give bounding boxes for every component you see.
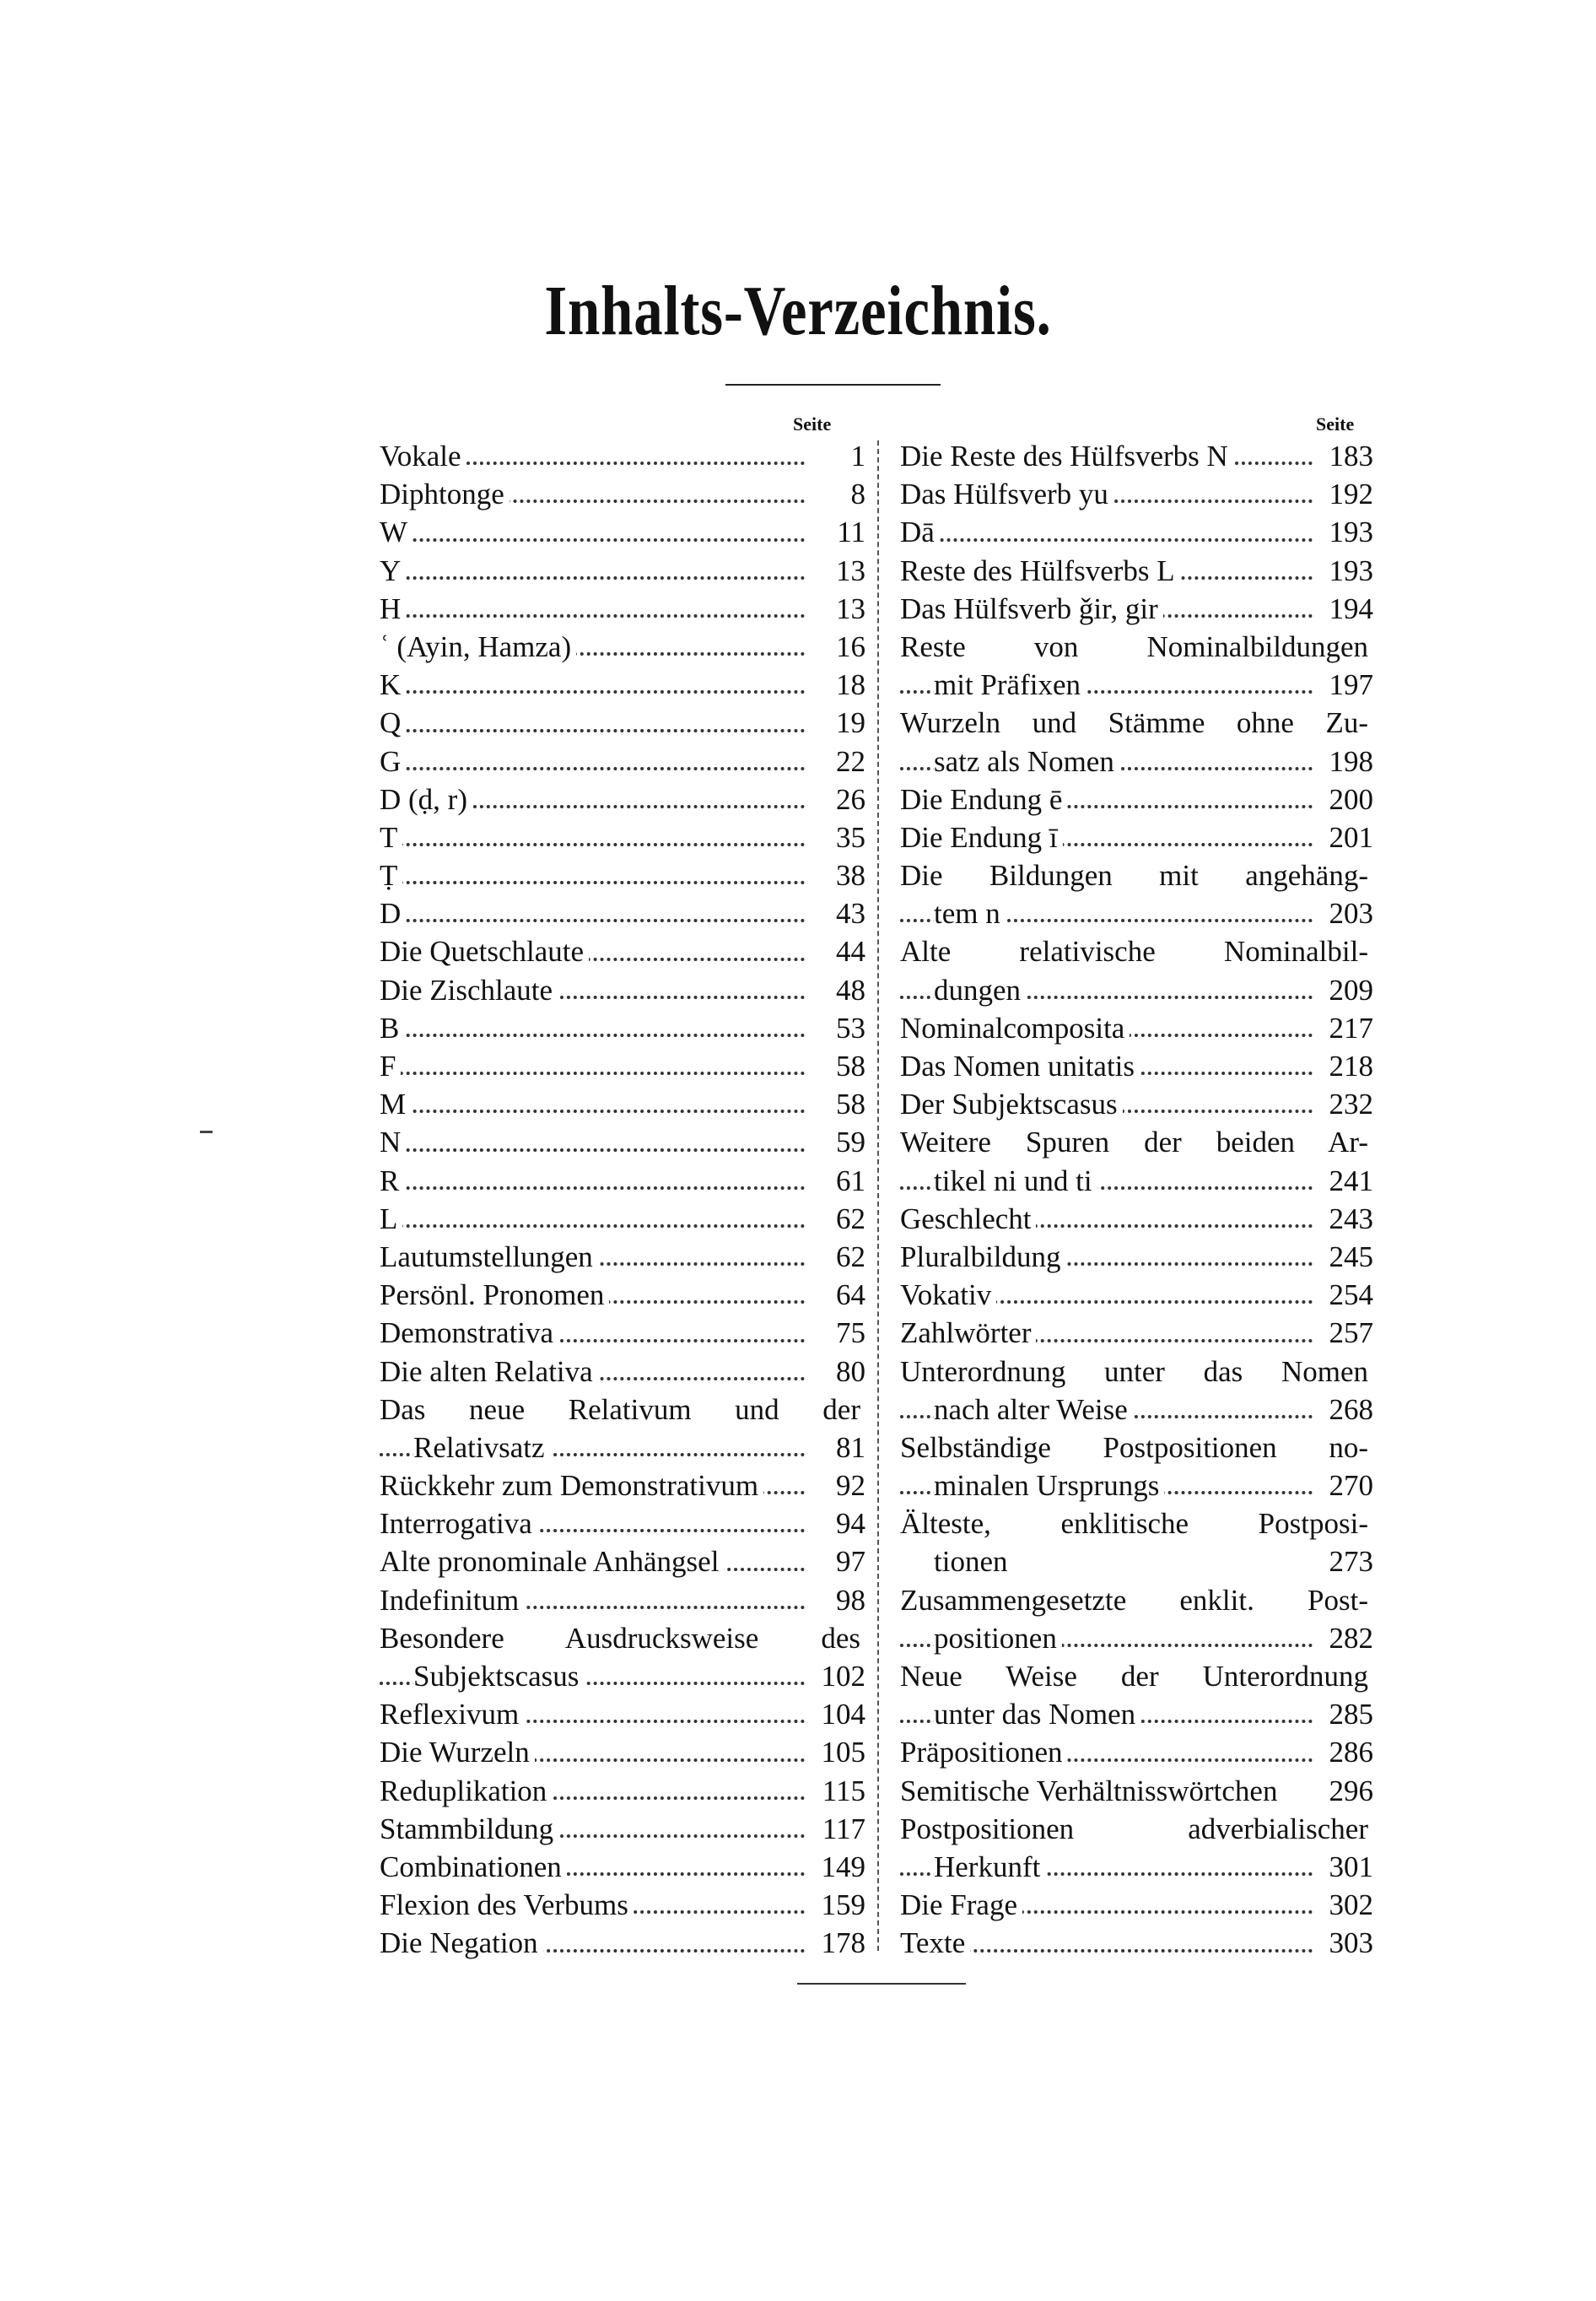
toc-entry-page: 16: [831, 628, 865, 666]
toc-entry: [380, 1162, 865, 1200]
toc-entry-title: satz als Nomen: [934, 743, 1119, 781]
toc-entry: [380, 704, 865, 742]
toc-entry-page: 117: [817, 1810, 865, 1848]
toc-entry: [380, 1581, 865, 1619]
toc-entry: [900, 1886, 1373, 1924]
toc-entry-page: 98: [831, 1581, 865, 1619]
dot-leader: [380, 843, 805, 846]
toc-entry: [900, 513, 1373, 551]
toc-entry-page: 232: [1324, 1085, 1374, 1123]
toc-entry-title: Reflexivum: [380, 1695, 524, 1733]
toc-entry-page: 18: [831, 666, 865, 704]
toc-entry: [900, 437, 1373, 475]
toc-entry: [380, 1542, 865, 1580]
toc-entry-title: Relativsatz: [413, 1429, 550, 1466]
toc-entry-page: 35: [831, 818, 865, 856]
toc-entry: [900, 1200, 1373, 1238]
toc-entry-page: 301: [1324, 1848, 1374, 1886]
toc-entry-title: T: [380, 818, 402, 856]
dot-leader: [380, 538, 805, 542]
toc-entry-title: D (ḍ, r): [380, 781, 472, 818]
toc-entry: [900, 1848, 1373, 1886]
toc-entry: [900, 1047, 1373, 1085]
toc-entry-title: Indefinitum: [380, 1581, 524, 1619]
toc-entry: [380, 1353, 865, 1391]
toc-entry: [900, 1733, 1373, 1771]
toc-entry-title: Pluralbildung: [900, 1238, 1066, 1276]
toc-entry-title: Geschlecht: [900, 1200, 1036, 1238]
toc-entry: [380, 1657, 865, 1695]
title-rule: [725, 384, 941, 386]
toc-entry-page: 296: [1324, 1772, 1374, 1810]
toc-entry: [900, 1504, 1373, 1542]
toc-entry: [380, 1733, 865, 1771]
toc-entry-page: 286: [1324, 1733, 1374, 1771]
column-divider: [877, 440, 879, 1951]
toc-entry-title: Neue Weise der Unterordnung: [900, 1657, 1373, 1695]
toc-entry-title: Texte: [900, 1924, 970, 1962]
toc-left-column: [380, 437, 865, 1963]
toc-entry-title: Der Subjektscasus: [900, 1085, 1123, 1123]
toc-entry-title: ʿ (Ayin, Hamza): [380, 628, 576, 666]
toc-entry-page: 75: [831, 1314, 865, 1352]
toc-entry: [900, 475, 1373, 513]
dot-leader: [380, 919, 805, 922]
toc-entry: [380, 1276, 865, 1314]
toc-entry: [900, 1314, 1373, 1352]
toc-entry-title: Vokativ: [900, 1276, 996, 1314]
toc-entry-title: Die Zischlaute: [380, 971, 558, 1009]
toc-entry-title: H: [380, 590, 406, 628]
toc-entry: [900, 1162, 1373, 1200]
toc-entry-title: L: [380, 1200, 402, 1238]
toc-entry-title: Alte pronominale Anhängsel: [380, 1542, 724, 1580]
toc-entry-page: 59: [831, 1123, 865, 1161]
toc-entry-title: Ṭ: [380, 856, 402, 894]
toc-entry-title: Präpositionen: [900, 1733, 1067, 1771]
toc-entry: [900, 590, 1373, 628]
toc-entry-title: Demonstrativa: [380, 1314, 558, 1352]
toc-entry: [380, 932, 865, 970]
toc-entry-page: 48: [831, 971, 865, 1009]
toc-entry: [900, 1353, 1373, 1391]
toc-entry-title: Reste des Hülfsverbs L: [900, 552, 1180, 590]
toc-entry-page: 104: [817, 1695, 866, 1733]
toc-entry-title: Dā: [900, 513, 940, 551]
toc-entry-title: K: [380, 666, 406, 704]
toc-entry-title: Die Negation: [380, 1924, 543, 1962]
toc-entry-title: Die Wurzeln: [380, 1733, 535, 1771]
toc-entry-title: Diphtonge: [380, 475, 510, 513]
toc-entry-title: Die Frage: [900, 1886, 1022, 1924]
toc-entry: [900, 743, 1373, 781]
toc-entry-page: 58: [831, 1047, 865, 1085]
toc-entry: [900, 1542, 1373, 1580]
toc-entry-title: tionen: [934, 1542, 1012, 1580]
toc-entry-page: 22: [831, 743, 865, 781]
toc-entry: [380, 1047, 865, 1085]
toc-entry-title: Älteste, enklitische Postposi-: [900, 1504, 1373, 1542]
toc-entry: [900, 1695, 1373, 1733]
toc-entry: [380, 743, 865, 781]
toc-entry-title: Wurzeln und Stämme ohne Zu-: [900, 704, 1373, 742]
toc-entry-title: Das neue Relativum und der: [380, 1391, 865, 1429]
toc-entry-page: 1: [846, 437, 866, 475]
toc-entry-page: 94: [831, 1504, 865, 1542]
toc-entry-page: 53: [831, 1009, 865, 1047]
toc-entry: [900, 818, 1373, 856]
toc-entry-page: 192: [1324, 475, 1374, 513]
toc-entry: [900, 971, 1373, 1009]
toc-entry: [380, 1009, 865, 1047]
toc-entry-title: Weitere Spuren der beiden Ar-: [900, 1123, 1373, 1161]
toc-entry: [380, 818, 865, 856]
dot-leader: [380, 1224, 805, 1228]
toc-entry-title: Das Hülfsverb yu: [900, 475, 1113, 513]
toc-entry: [900, 1276, 1373, 1314]
toc-entry-title: Vokale: [380, 437, 466, 475]
toc-entry: [900, 1924, 1373, 1962]
toc-entry-title: Stammbildung: [380, 1810, 558, 1848]
toc-entry: [380, 437, 865, 475]
toc-entry-page: 183: [1324, 437, 1374, 475]
toc-entry-title: unter das Nomen: [934, 1695, 1140, 1733]
toc-entry: [900, 1391, 1373, 1429]
toc-entry-title: Y: [380, 552, 406, 590]
toc-entry: [900, 1772, 1373, 1810]
toc-entry-title: minalen Ursprungs: [934, 1466, 1164, 1504]
toc-entry: [900, 1085, 1373, 1123]
toc-entry-page: 198: [1324, 743, 1374, 781]
toc-entry-page: 105: [817, 1733, 866, 1771]
toc-entry-title: Alte relativische Nominalbil-: [900, 932, 1373, 970]
toc-entry: [380, 1772, 865, 1810]
toc-entry-title: Die Quetschlaute: [380, 932, 589, 970]
toc-entry: [900, 781, 1373, 818]
toc-entry-page: 97: [831, 1542, 865, 1580]
toc-entry: [380, 552, 865, 590]
toc-entry-page: 268: [1324, 1391, 1374, 1429]
toc-entry-page: 194: [1324, 590, 1374, 628]
toc-entry-page: 285: [1324, 1695, 1374, 1733]
toc-entry-title: Reduplikation: [380, 1772, 552, 1810]
toc-entry: [380, 1123, 865, 1161]
dot-leader: [380, 614, 805, 618]
toc-entry: [380, 971, 865, 1009]
toc-entry-title: mit Präfixen: [934, 666, 1086, 704]
toc-entry-page: 80: [831, 1353, 865, 1391]
toc-entry-page: 197: [1324, 666, 1374, 704]
dot-leader: [380, 1148, 805, 1152]
toc-entry-title: Die Bildungen mit angehäng-: [900, 856, 1373, 894]
toc-entry: [900, 628, 1373, 666]
toc-entry-page: 243: [1324, 1200, 1374, 1238]
dot-leader: [380, 729, 805, 732]
margin-mark: [200, 1131, 213, 1133]
toc-entry: [380, 1848, 865, 1886]
right-column-header: Seite: [1316, 413, 1355, 435]
toc-entry-page: 102: [817, 1657, 866, 1695]
toc-entry: [900, 552, 1373, 590]
toc-entry: [380, 1810, 865, 1848]
toc-entry-page: 13: [831, 590, 865, 628]
toc-entry: [900, 1238, 1373, 1276]
toc-entry-page: 38: [831, 856, 865, 894]
toc-entry-page: 178: [817, 1924, 866, 1962]
toc-entry: [900, 1619, 1373, 1657]
toc-entry-page: 302: [1324, 1886, 1374, 1924]
toc-entry: [900, 1657, 1373, 1695]
toc-entry-page: 217: [1324, 1009, 1374, 1047]
toc-right-column: [900, 437, 1373, 1963]
toc-entry: [900, 1581, 1373, 1619]
toc-entry-page: 193: [1324, 552, 1374, 590]
toc-entry: [900, 1810, 1373, 1848]
toc-entry: [380, 1466, 865, 1504]
dot-leader: [380, 1186, 805, 1190]
toc-entry-page: 149: [817, 1848, 866, 1886]
toc-entry-page: 193: [1324, 513, 1374, 551]
toc-entry-page: 8: [846, 475, 866, 513]
toc-entry-title: R: [380, 1162, 404, 1200]
toc-entry-page: 62: [831, 1238, 865, 1276]
toc-entry-title: B: [380, 1009, 404, 1047]
toc-entry: [380, 1504, 865, 1542]
dot-leader: [380, 881, 805, 884]
toc-entry: [900, 1429, 1373, 1466]
toc-entry-page: 58: [831, 1085, 865, 1123]
toc-entry: [900, 1009, 1373, 1047]
toc-entry-title: Q: [380, 704, 406, 742]
toc-entry-page: 241: [1324, 1162, 1374, 1200]
toc-entry: [380, 781, 865, 818]
toc-entry-title: Die Endung ē: [900, 781, 1067, 818]
toc-entry: [380, 628, 865, 666]
dot-leader: [380, 576, 805, 580]
toc-entry-title: M: [380, 1085, 411, 1123]
toc-entry: [380, 475, 865, 513]
toc-entry-page: 26: [831, 781, 865, 818]
toc-entry: [900, 856, 1373, 894]
toc-entry-page: 200: [1324, 781, 1374, 818]
toc-entry-title: Besondere Ausdrucksweise des: [380, 1619, 865, 1657]
left-column-header: Seite: [793, 413, 832, 435]
toc-entry-page: 13: [831, 552, 865, 590]
toc-entry-page: 270: [1324, 1466, 1374, 1504]
toc-entry-page: 218: [1324, 1047, 1374, 1085]
toc-entry-page: 81: [831, 1429, 865, 1466]
toc-entry: [380, 1085, 865, 1123]
toc-entry: [380, 1924, 865, 1962]
toc-entry: [380, 1886, 865, 1924]
toc-entry: [380, 894, 865, 932]
toc-entry-title: Unterordnung unter das Nomen: [900, 1353, 1373, 1391]
toc-entry-title: Reste von Nominalbildungen: [900, 628, 1373, 666]
toc-entry-title: Interrogativa: [380, 1504, 537, 1542]
toc-entry: [900, 894, 1373, 932]
toc-entry: [380, 590, 865, 628]
dot-leader: [380, 1110, 805, 1113]
toc-entry-title: F: [380, 1047, 401, 1085]
toc-entry: [380, 1429, 865, 1466]
toc-entry-page: 282: [1324, 1619, 1374, 1657]
page-title: Inhalts-Verzeichnis.: [544, 272, 1052, 350]
toc-entry-title: D: [380, 894, 406, 932]
toc-entry-page: 44: [831, 932, 865, 970]
toc-entry-page: 159: [817, 1886, 866, 1924]
toc-entry-page: 303: [1324, 1924, 1374, 1962]
toc-entry-title: Lautumstellungen: [380, 1238, 598, 1276]
toc-entry-page: 273: [1324, 1542, 1374, 1580]
toc-entry-page: 62: [831, 1200, 865, 1238]
toc-entry-page: 257: [1324, 1314, 1374, 1352]
toc-entry-title: Das Nomen unitatis: [900, 1047, 1140, 1085]
toc-entry-title: Selbständige Postpositionen no-: [900, 1429, 1373, 1466]
toc-entry-page: 61: [831, 1162, 865, 1200]
toc-entry: [900, 1466, 1373, 1504]
toc-entry-title: tem n: [934, 894, 1006, 932]
toc-entry-page: 115: [817, 1772, 865, 1810]
dot-leader: [380, 767, 805, 770]
toc-entry-title: N: [380, 1123, 406, 1161]
toc-entry-title: Die Endung ī: [900, 818, 1063, 856]
toc-entry-title: W: [380, 513, 412, 551]
toc-entry-title: Combinationen: [380, 1848, 567, 1886]
toc-entry: [380, 1695, 865, 1733]
toc-entry-page: 201: [1324, 818, 1374, 856]
dot-leader: [380, 1034, 805, 1037]
toc-entry-page: 64: [831, 1276, 865, 1314]
toc-entry: [900, 1123, 1373, 1161]
toc-entry: [380, 1238, 865, 1276]
toc-entry-title: Zusammengesetzte enklit. Post-: [900, 1581, 1373, 1619]
toc-entry-title: Die Reste des Hülfsverbs N: [900, 437, 1233, 475]
toc-entry-page: 245: [1324, 1238, 1374, 1276]
toc-entry-title: Subjektscasus: [413, 1657, 584, 1695]
toc-entry-title: Die alten Relativa: [380, 1353, 598, 1391]
toc-entry-title: Herkunft: [934, 1848, 1045, 1886]
toc-entry: [380, 1391, 865, 1429]
toc-entry: [380, 1314, 865, 1352]
toc-entry-title: Zahlwörter: [900, 1314, 1036, 1352]
toc-entry-title: positionen: [934, 1619, 1062, 1657]
toc-entry-page: 92: [831, 1466, 865, 1504]
toc-entry: [900, 932, 1373, 970]
toc-entry: [380, 1619, 865, 1657]
toc-entry-title: Rückkehr zum Demonstrativum: [380, 1466, 763, 1504]
bottom-rule: [797, 1983, 966, 1985]
toc-entry-page: 209: [1324, 971, 1374, 1009]
toc-entry-title: Postpositionen adverbialischer: [900, 1810, 1373, 1848]
toc-entry-title: G: [380, 743, 406, 781]
toc-entry-title: nach alter Weise: [934, 1391, 1133, 1429]
toc-entry-page: 19: [831, 704, 865, 742]
toc-entry: [380, 1200, 865, 1238]
toc-entry: [380, 856, 865, 894]
toc-entry-page: 11: [832, 513, 865, 551]
toc-entry-page: 203: [1324, 894, 1374, 932]
dot-leader: [900, 538, 1313, 542]
toc-entry-page: 43: [831, 894, 865, 932]
toc-entry: [900, 666, 1373, 704]
toc-entry-title: Semitische Verhältnisswörtchen: [900, 1772, 1282, 1810]
toc-entry: [900, 704, 1373, 742]
dot-leader: [380, 690, 805, 694]
toc-entry: [380, 513, 865, 551]
toc-entry-title: Das Hülfsverb ǧir, gir: [900, 590, 1163, 628]
dot-leader: [380, 1072, 805, 1075]
toc-entry-title: Nominalcomposita: [900, 1009, 1130, 1047]
toc-entry-page: 254: [1324, 1276, 1374, 1314]
toc-entry: [380, 666, 865, 704]
toc-entry-title: Persönl. Pronomen: [380, 1276, 609, 1314]
toc-entry-title: tikel ni und ti: [934, 1162, 1097, 1200]
toc-entry-title: Flexion des Verbums: [380, 1886, 634, 1924]
toc-entry-title: dungen: [934, 971, 1026, 1009]
